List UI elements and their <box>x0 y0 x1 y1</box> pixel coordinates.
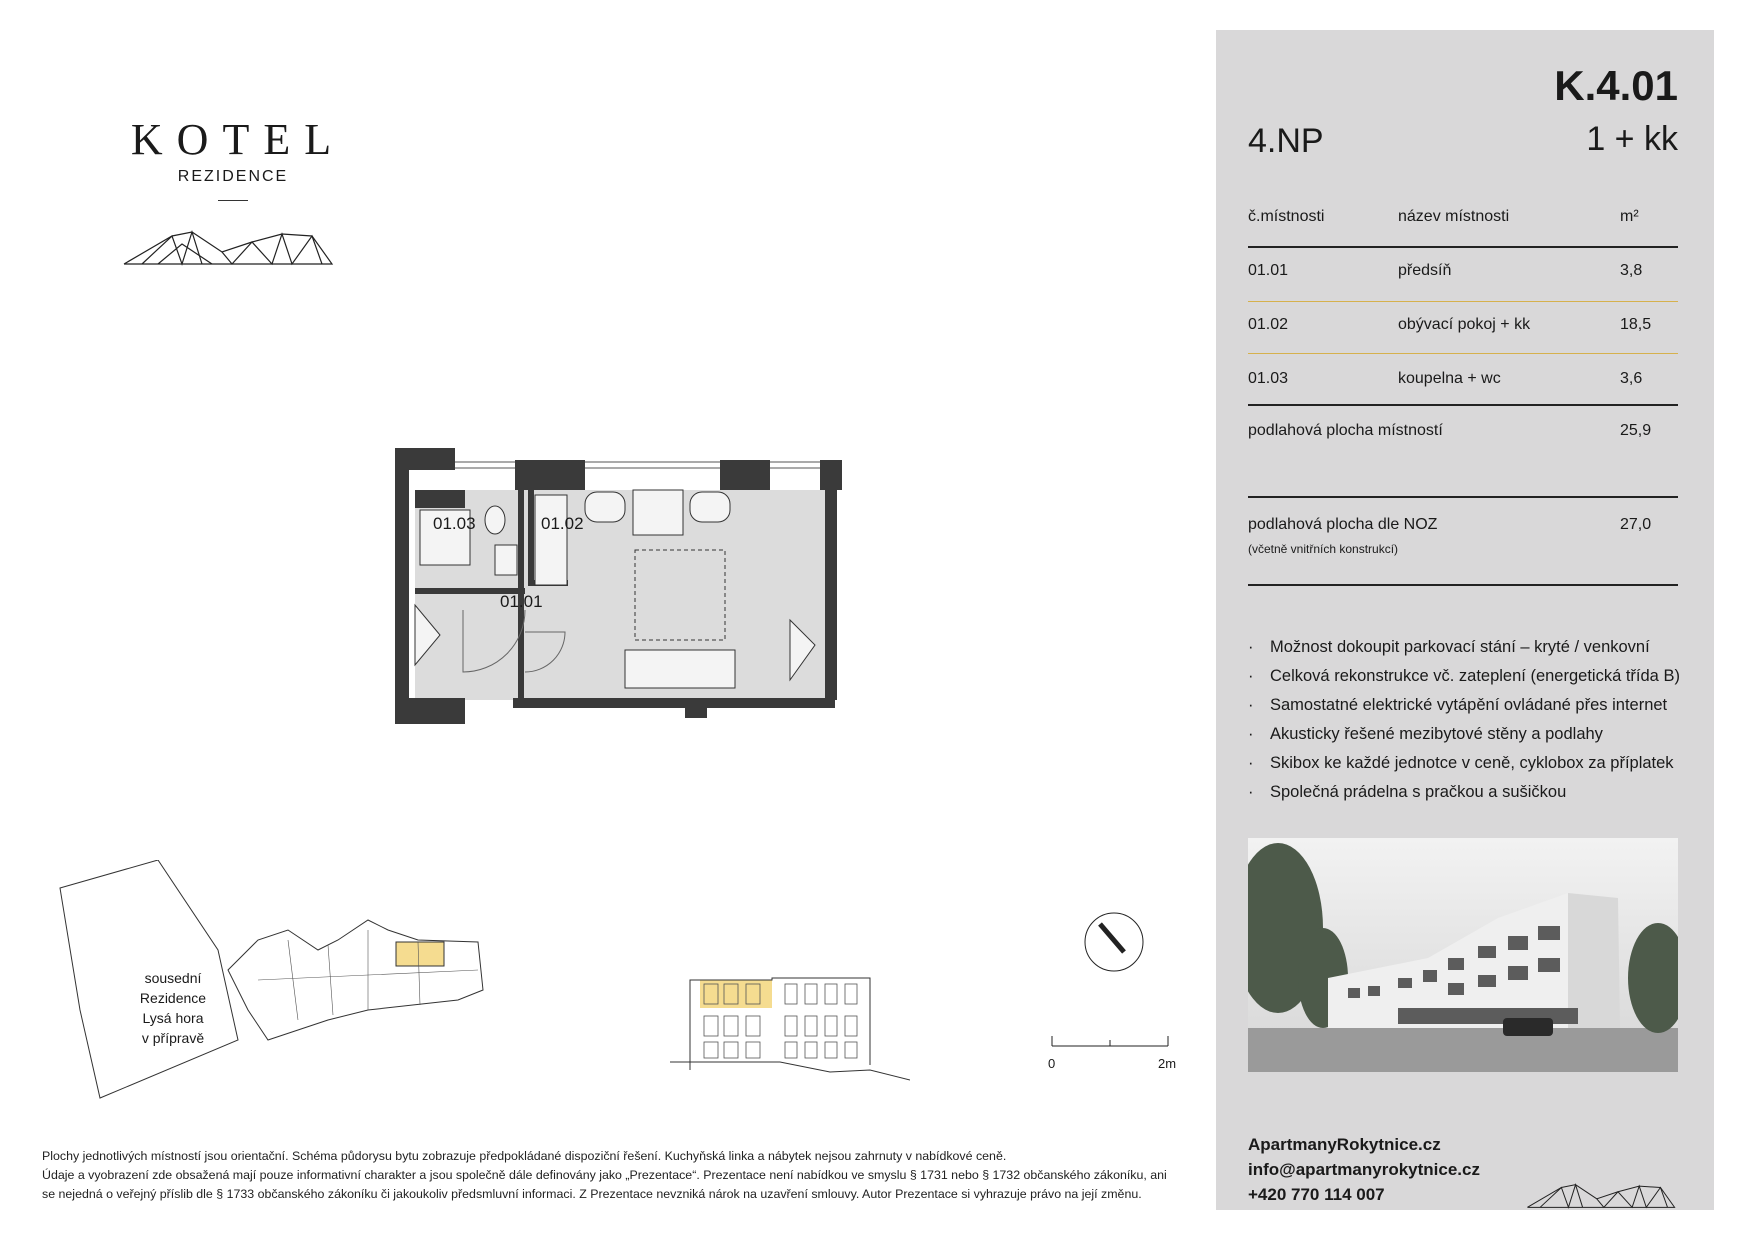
contact-block <box>1248 1132 1480 1207</box>
scale-end: 2m <box>1158 1056 1177 1071</box>
dining-table <box>633 490 683 535</box>
wall-pillar-3 <box>820 460 842 490</box>
building-render-image <box>1248 838 1678 1072</box>
wall-top-left <box>395 448 455 470</box>
mountain-logo-icon <box>122 230 334 266</box>
chair-right <box>690 492 730 522</box>
logo-title: KOTEL <box>130 115 346 164</box>
list-item: · Skibox ke každé jednotce v ceně, cyklobox za příplatek <box>1248 754 1674 772</box>
list-item: · Společná prádelna s pračkou a sušičkou <box>1248 783 1567 801</box>
legal-disclaimer: Plochy jednotlivých místností jsou orientační. Schéma půdorysu bytu zobrazuje předpokládané dispoziční řešení. Kuchyňská linka a nábytek nejsou zahrnuty v nabídkové ceně. Údaje a vyobrazení zde obsažená mají pouze informativní charakter a jsou společně dále definovány jako „Prezentace“. Prezentace není nabídkou ve smyslu § 1731 nebo § 1732 občanského zákoníku, ani se nejedná o veřejný příslib dle § 1733 občanského zákoníku či jakoukoliv předsmluvní informaci. Z Prezentace nevzniká nárok na uzavření smlouvy. Autor Prezentace si vyhrazuje právo na její změnu. <box>42 1149 1167 1201</box>
list-item: · Samostatné elektrické vytápění ovládané přes internet <box>1248 696 1668 714</box>
washbasin <box>495 545 517 575</box>
compass-icon <box>1082 910 1146 974</box>
list-item: · Možnost dokoupit parkovací stání – kryté / venkovní <box>1248 638 1650 656</box>
wall-top-bath <box>415 490 465 508</box>
room-label-0103: 01.03 <box>433 514 476 533</box>
wall-bottom-pillar <box>685 698 707 718</box>
floor-plan-drawing <box>385 440 885 730</box>
unit-code: K.4.01 <box>1554 62 1678 109</box>
unit-highlight <box>396 942 444 966</box>
list-item: · Akusticky řešené mezibytové stěny a podlahy <box>1248 725 1603 743</box>
wall-left <box>395 448 409 724</box>
building-elevation <box>670 970 910 1085</box>
mountain-logo-icon <box>1526 1182 1676 1210</box>
room-label-0101: 01.01 <box>500 592 543 611</box>
room-label-0102: 01.02 <box>541 514 584 533</box>
floor-plan <box>385 440 885 735</box>
wall-kitchen-left <box>528 490 534 580</box>
floor-level: 4.NP <box>1248 122 1324 160</box>
chair-left <box>585 492 625 522</box>
kitchen-counter <box>535 495 567 585</box>
wall-pillar-1 <box>515 460 585 490</box>
kotel-building <box>228 920 483 1040</box>
table-header: č.místnosti název místnosti m² <box>1248 208 1639 225</box>
feature-list <box>1248 633 1680 807</box>
room-table <box>1248 208 1678 604</box>
phone-number[interactable]: +420 770 114 007 <box>1248 1185 1385 1204</box>
noz-area-row: podlahová plocha dle NOZ (včetně vnitřních konstrukcí) 27,0 <box>1248 516 1652 556</box>
website-link[interactable]: ApartmanyRokytnice.cz <box>1248 1135 1441 1154</box>
list-item: · Celková rekonstrukce vč. zateplení (energetická třída B) <box>1248 667 1680 685</box>
info-panel <box>1216 30 1714 1210</box>
toilet <box>485 506 505 534</box>
wall-bottom-left <box>395 698 465 724</box>
brand-logo <box>118 115 348 201</box>
wall-right <box>825 490 837 700</box>
scale-bar <box>1048 1030 1177 1071</box>
table-row: 01.03 koupelna + wc 3,6 <box>1248 370 1643 387</box>
table-row: 01.02 obývací pokoj + kk 18,5 <box>1248 316 1652 333</box>
scale-bar-icon <box>1048 1030 1172 1050</box>
logo-subtitle: REZIDENCE <box>177 168 289 185</box>
wall-pillar-2 <box>720 460 770 490</box>
unit-layout: 1 + kk <box>1586 120 1678 158</box>
scale-start: 0 <box>1048 1056 1056 1071</box>
email-link[interactable]: info@apartmanyrokytnice.cz <box>1248 1160 1480 1179</box>
logo-divider <box>218 200 248 201</box>
table-row: 01.01 předsíň 3,8 <box>1248 262 1643 279</box>
wall-bath-right <box>518 490 524 590</box>
sofa <box>625 650 735 688</box>
wall-bottom <box>513 698 835 708</box>
floor-area-row: podlahová plocha místností 25,9 <box>1248 422 1652 439</box>
neighbor-note: sousední Rezidence Lysá hora v přípravě <box>139 970 207 1046</box>
